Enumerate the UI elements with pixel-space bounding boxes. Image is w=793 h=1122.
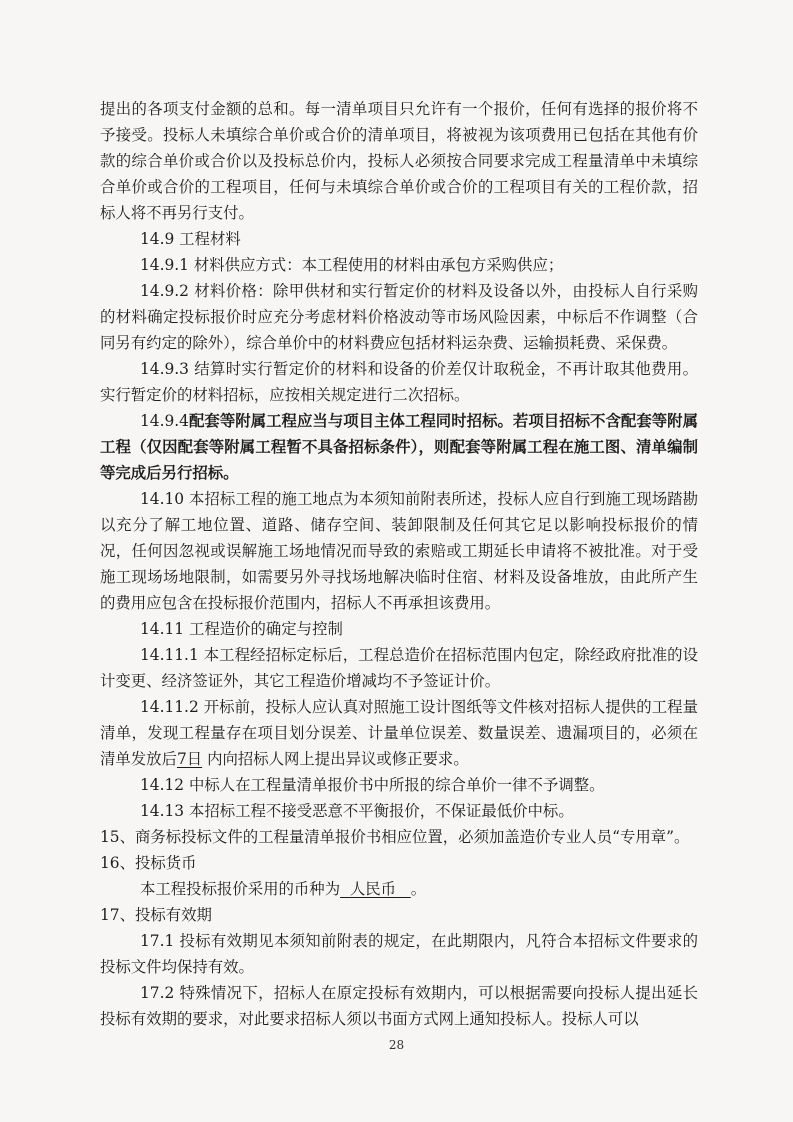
paragraph-14-9-4: [100, 408, 698, 486]
paragraph-14-11-1: 14.11.1 本工程经招标定标后，工程总造价在招标范围内包定，除经政府批准的设计变更、经济签证外，其它工程造价增减均不予签证计价。: [100, 646, 698, 690]
clause-text-end: 内向招标人网上提出异议或修正要求。: [207, 750, 469, 768]
paragraph-14-11-2: [100, 694, 698, 772]
body-text: [100, 96, 698, 1032]
currency-end: 。: [410, 880, 427, 898]
heading-14-9: 14.9 工程材料: [140, 230, 241, 248]
paragraph-17-2: 17.2 特殊情况下，招标人在原定投标有效期内，可以根据需要向投标人提出延长投标有效期的要求，对此要求招标人须以书面方式网上通知投标人。投标人可以: [100, 984, 698, 1028]
clause-number: 14.9.4: [140, 412, 189, 430]
paragraph-14-9-2: 14.9.2 材料价格：除甲供材和实行暂定价的材料及设备以外，由投标人自行采购的材料确定投标报价时应充分考虑材料价格波动等市场风险因素，中标后不作调整（合同另有约定的除外），综合单价中的材料费应包括材料运杂费、运输损耗费、采保费。: [100, 282, 698, 352]
currency-label: 本工程投标报价采用的币种为: [140, 880, 341, 898]
paragraph-14-10: 14.10 本招标工程的施工地点为本须知前附表所述，投标人应自行到施工现场踏勘以充分了解工地位置、道路、储存空间、装卸限制及任何其它足以影响投标报价的情况，任何因忽视或误解施工场地情况而导致的索赔或工期延长申请将不被批准。对于受施工现场场地限制，如需要另外寻找场地解决临时住宿、材料及设备堆放，由此所产生的费用应包含在投标报价范围内，招标人不再承担该费用。: [100, 490, 698, 612]
section-17-heading: 17、投标有效期: [100, 906, 212, 924]
section-15: 15、商务标投标文件的工程量清单报价书相应位置，必须加盖造价专业人员“专用章”。: [100, 828, 690, 846]
paragraph-17-1: 17.1 投标有效期见本须知前附表的规定，在此期限内，凡符合本招标文件要求的投标文件均保持有效。: [100, 932, 698, 976]
paragraph-14-13: 14.13 本招标工程不接受恶意不平衡报价，不保证最低价中标。: [140, 802, 574, 820]
heading-14-11: 14.11 工程造价的确定与控制: [140, 620, 343, 638]
days-value: 7日: [176, 750, 203, 768]
paragraph-14-9-1: 14.9.1 材料供应方式：本工程使用的材料由承包方采购供应；: [140, 256, 564, 274]
bold-clause-text: 配套等附属工程应当与项目主体工程同时招标。若项目招标不含配套等附属工程（仅因配套等附属工程暂不具备招标条件），则配套等附属工程在施工图、清单编制等完成后另行招标。: [100, 412, 698, 482]
currency-text: 人民币: [349, 880, 397, 898]
currency-value: [340, 880, 411, 898]
paragraph-currency: [100, 876, 698, 902]
paragraph-payment-total: 提出的各项支付金额的总和。每一清单项目只允许有一个报价，任何有选择的报价将不予接受。投标人未填综合单价或合价的清单项目，将被视为该项费用已包括在其他有价款的综合单价或合价以及投标总价内，投标人必须按合同要求完成工程量清单中未填综合单价或合价的工程项目，任何与未填综合单价或合价的工程项目有关的工程价款，招标人将不再另行支付。: [100, 100, 698, 222]
page-number: 28: [388, 1038, 405, 1052]
clause-text: 14.11.2 开标前，投标人应认真对照施工设计图纸等文件核对招标人提供的工程量清单，发现工程量存在项目划分误差、计量单位误差、数量误差、遗漏项目的，必须在清单发放后: [100, 698, 698, 768]
paragraph-14-12: 14.12 中标人在工程量清单报价书中所报的综合单价一律不予调整。: [140, 776, 605, 794]
section-16-heading: 16、投标货币: [100, 854, 197, 872]
paragraph-14-9-3: 14.9.3 结算时实行暂定价的材料和设备的价差仅计取税金，不再计取其他费用。实行暂定价的材料招标，应按相关规定进行二次招标。: [100, 360, 698, 404]
